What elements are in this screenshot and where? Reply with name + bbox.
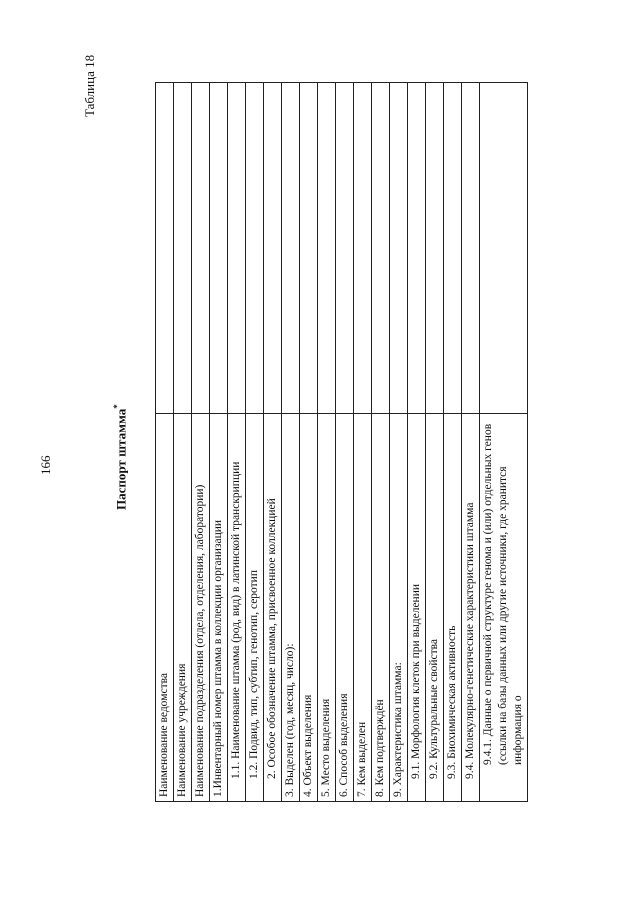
row-value-cell[interactable] (246, 83, 264, 414)
page-number: 166 (38, 455, 53, 475)
row-value-cell[interactable] (264, 83, 282, 414)
table-row (300, 83, 318, 802)
row-value-cell[interactable] (462, 83, 480, 414)
row-label: 9.4. Молекулярно-генетические характеристики штамма (462, 414, 480, 802)
row-value-cell[interactable] (282, 83, 300, 414)
row-label: 9.1. Морфология клеток при выделении (408, 414, 426, 802)
row-label: 5. Место выделения (318, 414, 336, 802)
table-row (282, 83, 300, 802)
row-value-cell[interactable] (480, 83, 528, 414)
row-value-cell[interactable] (354, 83, 372, 414)
row-value-cell[interactable] (444, 83, 462, 414)
row-value-cell[interactable] (192, 83, 210, 414)
row-value-cell[interactable] (336, 83, 354, 414)
table-row (264, 83, 282, 802)
row-value-cell[interactable] (390, 83, 408, 414)
row-value-cell[interactable] (300, 83, 318, 414)
row-label: 3. Выделен (год, месяц, число): (282, 414, 300, 802)
table-row (228, 83, 246, 802)
row-value-cell[interactable] (228, 83, 246, 414)
table-row (372, 83, 390, 802)
row-value-cell[interactable] (318, 83, 336, 414)
table-row (156, 83, 174, 802)
row-label: 6. Способ выделения (336, 414, 354, 802)
table-row (390, 83, 408, 802)
table-label: Таблица 18 (82, 54, 97, 117)
row-label: 9.4.1. Данные о первичной структуре генома и (или) отдельных генов (ссылки на базы данных или другие источники, где хранится информация о (480, 414, 528, 802)
table-row (462, 83, 480, 802)
table-row (408, 83, 426, 802)
table-row (246, 83, 264, 802)
row-label: 2. Особое обозначение штамма, присвоенное коллекцией (264, 414, 282, 802)
table-row (336, 83, 354, 802)
table-row (480, 83, 528, 802)
strain-passport-table (155, 82, 528, 802)
table-row (174, 83, 192, 802)
row-value-cell[interactable] (426, 83, 444, 414)
row-value-cell[interactable] (156, 83, 174, 414)
row-label: Наименование учреждения (174, 414, 192, 802)
row-label: 1.Инвентарный номер штамма в коллекции организации (210, 414, 228, 802)
passport-table-body (156, 83, 528, 802)
table-row (426, 83, 444, 802)
table-row (210, 83, 228, 802)
row-label: 1.2. Подвид, тип, субтип, генотип, серотип (246, 414, 264, 802)
row-label: 9.3. Биохимическая активность (444, 414, 462, 802)
table-row (192, 83, 210, 802)
row-value-cell[interactable] (210, 83, 228, 414)
row-value-cell[interactable] (372, 83, 390, 414)
document-title (112, 404, 129, 510)
row-label: Наименование ведомства (156, 414, 174, 802)
table-row (444, 83, 462, 802)
footnote-mark: * (112, 404, 122, 409)
row-label: 9.2. Культуральные свойства (426, 414, 444, 802)
row-label: 7. Кем выделен (354, 414, 372, 802)
row-value-cell[interactable] (408, 83, 426, 414)
document-title-text: Паспорт штамма (113, 408, 129, 510)
table-row (318, 83, 336, 802)
row-label: 1.1. Наименование штамма (род, вид) в латинской транскрипции (228, 414, 246, 802)
row-label: Наименование подразделения (отдела, отделения, лаборатории) (192, 414, 210, 802)
row-label: 9. Характеристика штамма: (390, 414, 408, 802)
table-row (354, 83, 372, 802)
row-label: 4. Объект выделения (300, 414, 318, 802)
row-label: 8. Кем подтверждён (372, 414, 390, 802)
row-value-cell[interactable] (174, 83, 192, 414)
